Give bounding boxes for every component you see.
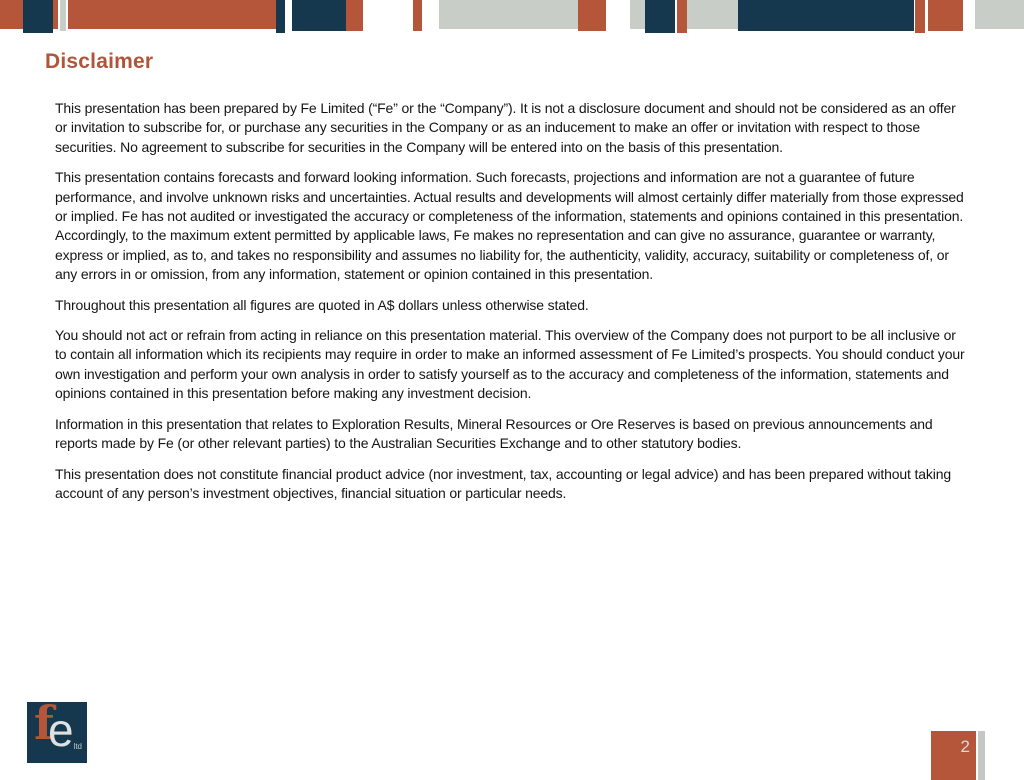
paragraph: Information in this presentation that relates to Exploration Results, Mineral Resources or Ore Reserves is based on previous announcements and reports made by Fe (or other relevant parties) to the Australian Securities Exchange and to other statutory bodies. [55, 415, 933, 452]
paragraph: This presentation has been prepared by Fe Limited (“Fe” or the “Company”). It is not a disclosure document and should not be considered as an offer or invitation to subscribe for, or purchase any securities in the Company or as an inducement to make an offer or invitation with respect to those securities. No agreement to subscribe for securities in the Company will be entered into on the basis of this presentation. [55, 100, 956, 155]
top-bar-segment [928, 0, 963, 31]
top-bar-segment [0, 0, 23, 29]
top-bar-segment [738, 0, 914, 31]
disclaimer-text [55, 99, 970, 514]
top-bar-segment [292, 0, 346, 31]
logo-ltd-label: ltd [73, 742, 82, 751]
slide-title: Disclaimer [45, 50, 154, 73]
paragraph: You should not act or refrain from acting in reliance on this presentation material. This overview of the Company does not purport to be all inclusive or to contain all information which its recipients may require in order to make an informed assessment of Fe Limited’s prospects. You should conduct your own investigation and perform your own analysis in order to satisfy yourself as to the accuracy and completeness of the information, statements and opinions contained in this presentation before making any investment decision. [55, 327, 965, 402]
page-number-accent-bar [978, 731, 985, 780]
top-bar-segment [413, 0, 422, 31]
paragraph: Throughout this presentation all figures are quoted in A$ dollars unless otherwise stated. [55, 296, 589, 313]
top-bar-segment [53, 0, 58, 29]
page-number-box [931, 731, 976, 780]
top-bar-segment [677, 0, 687, 33]
top-bar-segment [630, 0, 645, 29]
top-bar-segment [276, 0, 285, 33]
top-bar-segment [346, 0, 363, 31]
paragraph: This presentation contains forecasts and forward looking information. Such forecasts, projections and information are not a guarantee of future performance, and involve unknown risks and uncertainties. Actual results and developments will almost certainly differ materially from those expressed or implied. Fe has not audited or investigated the accuracy or completeness of the information, statements and opinions contained in this presentation. Accordingly, to the maximum extent permitted by applicable laws, Fe makes no representation and can give no assurance, guarantee or warranty, express or implied, as to, and takes no responsibility and assumes no liability for, the authenticity, validity, accuracy, suitability or completeness of, or any errors in or omission, from any information, statement or opinion contained in this presentation. [55, 169, 964, 283]
top-bar-segment [915, 0, 925, 33]
logo-letter-e: e [48, 704, 74, 756]
top-bar-segment [68, 0, 276, 29]
top-decoration-bar [0, 0, 1024, 34]
top-bar-segment [23, 0, 53, 33]
top-bar-segment [975, 0, 1024, 29]
top-bar-segment [60, 0, 66, 31]
company-logo [27, 702, 87, 763]
paragraph: This presentation does not constitute financial product advice (nor investment, tax, accounting or legal advice) and has been prepared without taking account of any person’s investment objectives, financial situation or particular needs. [55, 465, 951, 501]
logo-letter-f: f [34, 702, 54, 750]
top-bar-segment [439, 0, 578, 29]
top-bar-segment [687, 0, 738, 29]
page-number: 2 [960, 737, 970, 756]
top-bar-segment [578, 0, 606, 31]
top-bar-segment [645, 0, 675, 33]
